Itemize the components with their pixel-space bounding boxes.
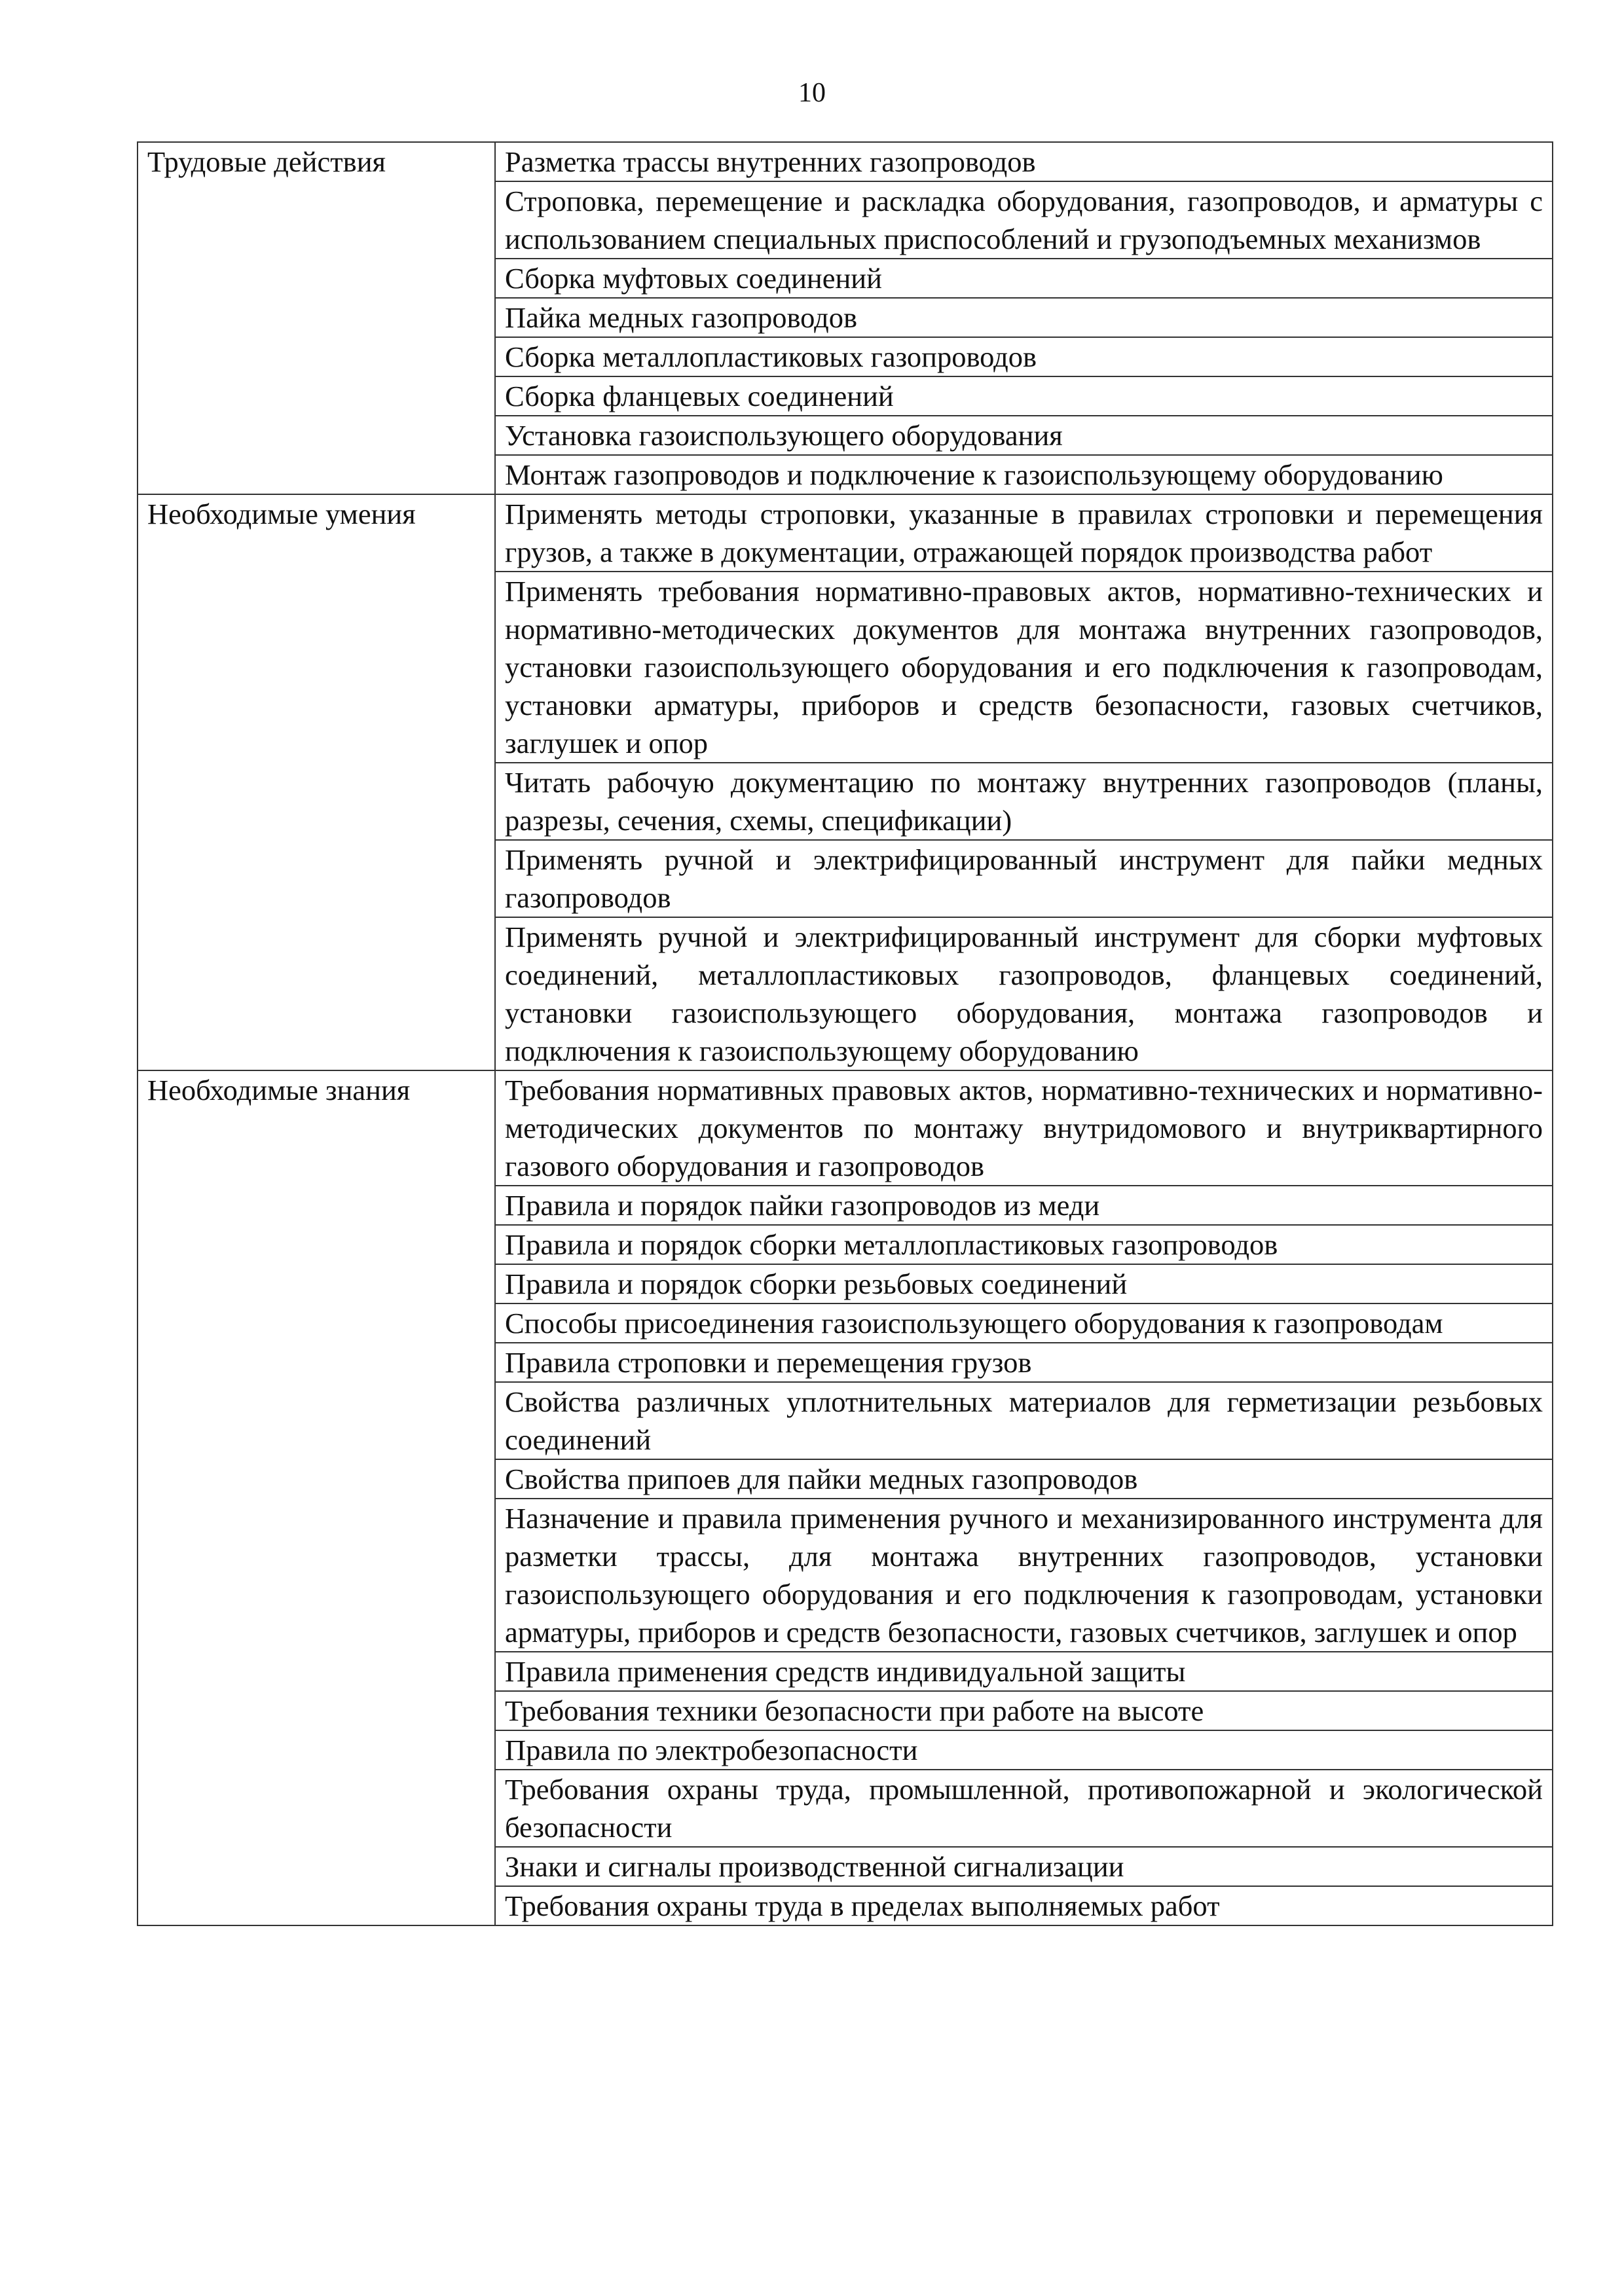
section-labor-actions-label: Трудовые действия [138, 142, 495, 494]
table-cell-item: Назначение и правила применения ручного и механизированного инструмента для разметки трассы, для монтажа внутренних газопроводов, установки газоиспользующего оборудования и его подключения к газопроводам, установки арматуры, приборов и средств безопасности, газовых счетчиков, заглушек и опор [495, 1499, 1553, 1652]
table-cell-item: Требования охраны труда в пределах выполняемых работ [495, 1886, 1553, 1925]
section-required-knowledge-label: Необходимые знания [138, 1070, 495, 1925]
table-cell-item: Применять требования нормативно-правовых актов, нормативно-технических и нормативно-методических документов для монтажа внутренних газопроводов, установки газоиспользующего оборудования и его подключения к газопроводам, установки арматуры, приборов и средств безопасности, газовых счетчиков, заглушек и опор [495, 572, 1553, 763]
table-cell-item: Строповка, перемещение и раскладка оборудования, газопроводов, и арматуры с использованием специальных приспособлений и грузоподъемных механизмов [495, 181, 1553, 259]
table-cell-item: Применять ручной и электрифицированный инструмент для сборки муфтовых соединений, металлопластиковых газопроводов, фланцевых соединений, установки газоиспользующего оборудования, монтажа газопроводов и подключения к газоиспользующему оборудованию [495, 917, 1553, 1070]
table-row [138, 142, 1553, 181]
labor-functions-table [137, 141, 1553, 1926]
table-cell-item: Пайка медных газопроводов [495, 298, 1553, 337]
table-cell-item: Свойства различных уплотнительных материалов для герметизации резьбовых соединений [495, 1382, 1553, 1459]
table-row [138, 494, 1553, 572]
table-cell-item: Требования техники безопасности при работе на высоте [495, 1691, 1553, 1730]
table-body [138, 142, 1553, 1925]
table-cell-item: Сборка фланцевых соединений [495, 376, 1553, 416]
table-cell-item: Правила по электробезопасности [495, 1730, 1553, 1770]
table-cell-item: Правила строповки и перемещения грузов [495, 1343, 1553, 1382]
table-cell-item: Требования охраны труда, промышленной, противопожарной и экологической безопасности [495, 1770, 1553, 1847]
table-cell-item: Правила и порядок пайки газопроводов из меди [495, 1186, 1553, 1225]
table-cell-item: Сборка муфтовых соединений [495, 259, 1553, 298]
table-cell-item: Способы присоединения газоиспользующего оборудования к газопроводам [495, 1303, 1553, 1343]
page-number: 10 [798, 78, 826, 108]
table-cell-item: Применять ручной и электрифицированный инструмент для пайки медных газопроводов [495, 840, 1553, 917]
table-cell-item: Свойства припоев для пайки медных газопроводов [495, 1459, 1553, 1499]
table-cell-item: Применять методы строповки, указанные в правилах строповки и перемещения грузов, а также в документации, отражающей порядок производства работ [495, 494, 1553, 572]
table-cell-item: Правила применения средств индивидуальной защиты [495, 1652, 1553, 1691]
table-row [138, 1070, 1553, 1186]
table-cell-item: Сборка металлопластиковых газопроводов [495, 337, 1553, 376]
table-cell-item: Монтаж газопроводов и подключение к газоиспользующему оборудованию [495, 455, 1553, 494]
table-cell-item: Установка газоиспользующего оборудования [495, 416, 1553, 455]
section-required-skills-label: Необходимые умения [138, 494, 495, 1070]
table-cell-item: Требования нормативных правовых актов, нормативно-технических и нормативно-методических документов по монтажу внутридомового и внутриквартирного газового оборудования и газопроводов [495, 1070, 1553, 1186]
table-cell-item: Читать рабочую документацию по монтажу внутренних газопроводов (планы, разрезы, сечения, схемы, спецификации) [495, 763, 1553, 840]
table-cell-item: Правила и порядок сборки резьбовых соединений [495, 1264, 1553, 1303]
table-cell-item: Правила и порядок сборки металлопластиковых газопроводов [495, 1225, 1553, 1264]
table-cell-item: Знаки и сигналы производственной сигнализации [495, 1847, 1553, 1886]
table-cell-item: Разметка трассы внутренних газопроводов [495, 142, 1553, 181]
